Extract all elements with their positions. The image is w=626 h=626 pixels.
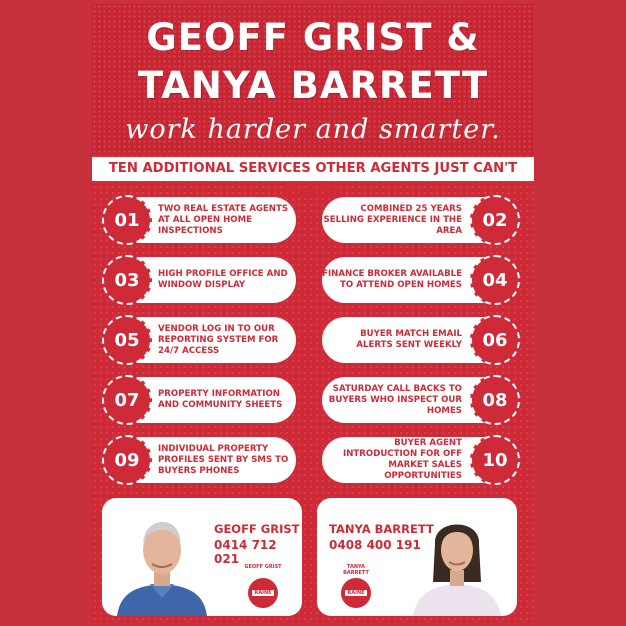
- service-number-badge: 01: [102, 195, 152, 245]
- service-number-badge: 08: [470, 375, 520, 425]
- service-number-badge: 10: [470, 435, 520, 485]
- service-number-badge: 07: [102, 375, 152, 425]
- service-text: VENDOR LOG IN TO OUR REPORTING SYSTEM FOR 24/7 ACCESS: [158, 323, 279, 356]
- service-text: SATURDAY CALL BACKS TO BUYERS WHO INSPECT OUR HOMES: [328, 383, 462, 416]
- title-line-2: TANYA BARRETT: [137, 64, 489, 107]
- tagline: work harder and smarter.: [125, 114, 501, 145]
- service-number-badge: 06: [470, 315, 520, 365]
- service-item-02: [314, 193, 522, 247]
- agent-card-tanya: [317, 498, 517, 616]
- raine-logo: [341, 564, 371, 608]
- raine-logo: [244, 564, 282, 608]
- service-item-10: [314, 433, 522, 487]
- logo-agent-tag: GEOFF GRIST: [244, 564, 282, 570]
- service-number-badge: 02: [470, 195, 520, 245]
- service-item-05: [100, 313, 308, 367]
- service-number-badge: 09: [102, 435, 152, 485]
- agent-name: TANYA BARRETT: [329, 522, 434, 536]
- service-item-07: [100, 373, 308, 427]
- logo-mark: RAINE: [347, 590, 365, 596]
- agent-phone: 0408 400 191: [329, 538, 421, 552]
- service-text: BUYER AGENT INTRODUCTION FOR OFF MARKET SALES OPPORTUNITIES: [343, 438, 462, 481]
- service-item-01: [100, 193, 308, 247]
- service-text: BUYER MATCH EMAIL ALERTS SENT WEEKLY: [356, 329, 462, 350]
- service-text: FINANCE BROKER AVAILABLE TO ATTEND OPEN HOMES: [322, 269, 462, 290]
- logo-agent-tag: TANYA BARRETT: [343, 564, 369, 576]
- service-text: TWO REAL ESTATE AGENTS AT ALL OPEN HOME INSPECTIONS: [158, 203, 289, 236]
- service-item-06: [314, 313, 522, 367]
- logo-mark: RAINE: [254, 590, 272, 596]
- agent-photo-geoff: [112, 506, 212, 616]
- service-number-badge: 03: [102, 255, 152, 305]
- service-item-03: [100, 253, 308, 307]
- service-number-badge: 05: [102, 315, 152, 365]
- agent-photo-tanya: [407, 504, 507, 616]
- service-text: PROPERTY INFORMATION AND COMMUNITY SHEETS: [158, 389, 283, 410]
- service-item-04: [314, 253, 522, 307]
- service-item-09: [100, 433, 308, 487]
- agent-card-geoff: [102, 498, 302, 616]
- service-number-badge: 04: [470, 255, 520, 305]
- service-item-08: [314, 373, 522, 427]
- service-text: COMBINED 25 YEARS SELLING EXPERIENCE IN THE AREA: [323, 203, 462, 236]
- agent-name: GEOFF GRIST: [214, 522, 300, 536]
- service-text: INDIVIDUAL PROPERTY PROFILES SENT BY SMS TO BUYERS PHONES: [158, 443, 289, 476]
- flyer: [92, 4, 534, 622]
- services-banner: TEN ADDITIONAL SERVICES OTHER AGENTS JUST CAN'T MATCH.: [92, 157, 534, 181]
- title-line-1: GEOFF GRIST &: [146, 16, 480, 59]
- agent-phone: 0414 712 021: [214, 538, 277, 566]
- service-text: HIGH PROFILE OFFICE AND WINDOW DISPLAY: [158, 269, 288, 290]
